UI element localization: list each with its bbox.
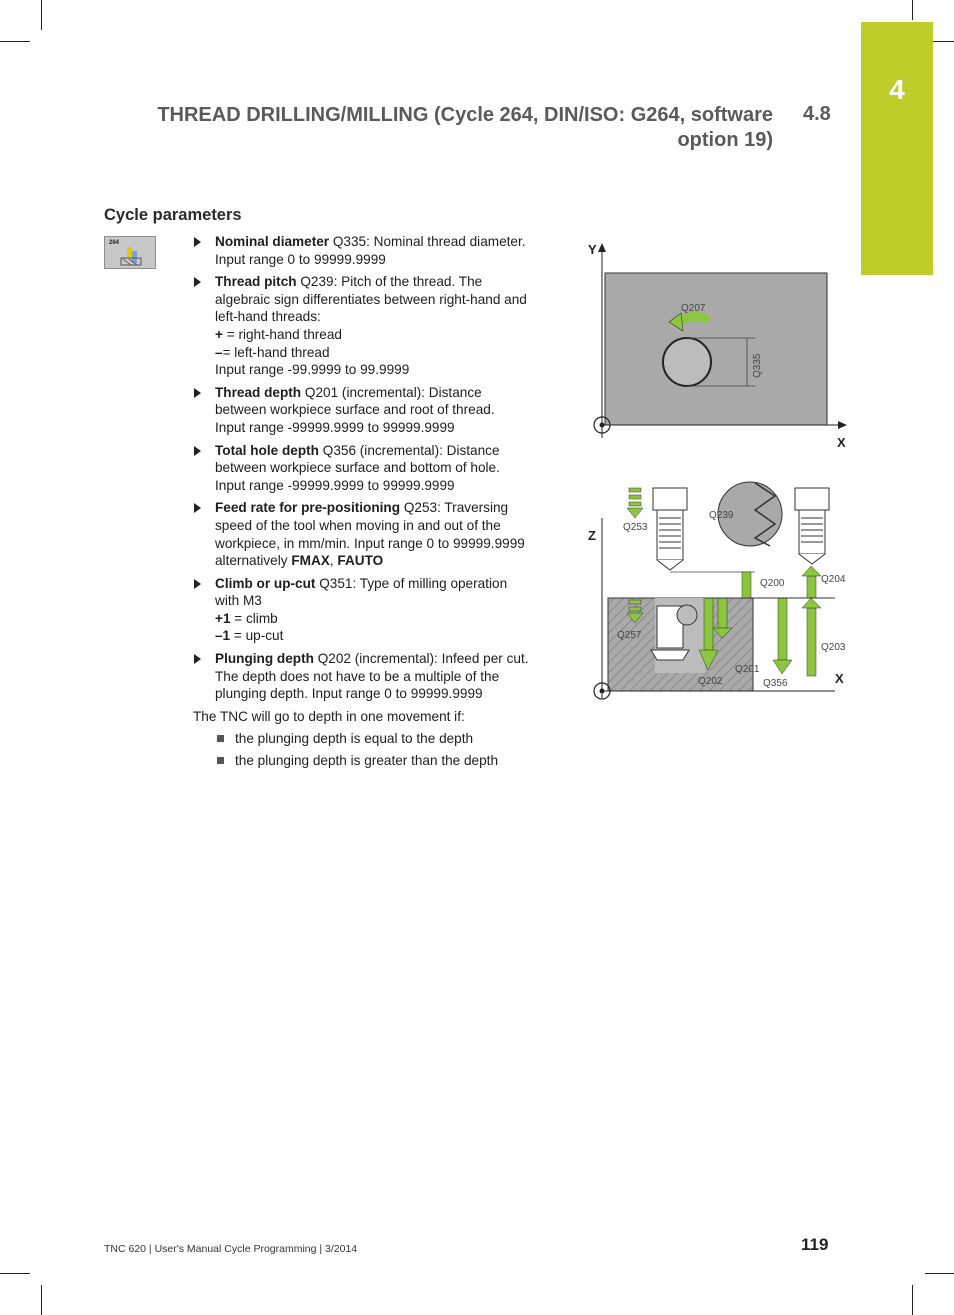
param-name: Thread depth [215, 384, 302, 400]
page-title-line1: THREAD DRILLING/MILLING (Cycle 264, DIN/ISO: G264, software [157, 104, 773, 126]
label-q200: Q200 [760, 578, 785, 589]
param-text: algebraic sign differentiates between right-hand and [215, 291, 527, 307]
param-option [215, 326, 558, 344]
up-arrow-icon [802, 598, 821, 608]
triangle-bullet-icon [194, 654, 201, 664]
xz-plane-figure [585, 478, 855, 713]
label-q207: Q207 [681, 303, 706, 314]
bullet-list [193, 730, 558, 769]
label-q253: Q253 [623, 522, 648, 533]
page-title-line2: option 19) [677, 129, 773, 151]
param-option [215, 627, 558, 645]
up-arrow-icon [802, 566, 821, 576]
tool-tip [657, 560, 683, 570]
option-key: +1 [215, 610, 231, 626]
footer: TNC 620 | User's Manual Cycle Programming | 3/2014 [104, 1243, 358, 1255]
param-text: Input range 0 to 99999.9999 [215, 251, 386, 267]
param-text: plunging depth. Input range 0 to 99999.9999 [215, 686, 483, 702]
feed-arrow-part [629, 607, 641, 611]
label-q202: Q202 [698, 676, 723, 687]
axis-label-x: X [835, 671, 844, 686]
param-text: Q202 (incremental): Infeed per cut. [313, 651, 529, 667]
param-text: Input range -99999.9999 to 99999.9999 [215, 477, 455, 493]
triangle-bullet-icon [194, 277, 201, 287]
tool-in-bore-tip [651, 650, 689, 660]
param-text: Input range -99.9999 to 99.9999 [215, 362, 410, 378]
label-q203: Q203 [821, 642, 846, 653]
bore-detail [677, 605, 697, 625]
page-number: 119 [801, 1235, 829, 1254]
section-number: 4.8 [803, 103, 831, 125]
y-axis-arrow-icon [598, 243, 606, 252]
list-item [215, 752, 558, 770]
second-clearance-arrow [807, 576, 816, 598]
section-heading: Cycle parameters [104, 206, 242, 224]
param-text [215, 552, 558, 570]
feed-arrow-part [629, 600, 641, 604]
crop-mark [912, 0, 913, 20]
param-text: Q356 (incremental): Distance [318, 442, 500, 458]
param-name: Thread pitch [215, 274, 297, 290]
fmax-keyword: FMAX [291, 553, 330, 569]
axis-label-x: X [837, 435, 846, 450]
page-title [113, 103, 773, 153]
label-q201: Q201 [735, 664, 760, 675]
param-name: Climb or up-cut [215, 575, 316, 591]
list-item-text: the plunging depth is greater than the depth [235, 753, 499, 769]
thread-mill-tool [799, 510, 825, 554]
triangle-bullet-icon [194, 579, 201, 589]
param-text: Q335: Nominal thread diameter. [329, 234, 526, 249]
param-nominal-diameter [193, 233, 558, 268]
chapter-tab [861, 22, 933, 275]
param-total-hole-depth [193, 442, 558, 495]
origin-dot [600, 689, 605, 694]
down-arrow-icon [627, 508, 643, 518]
param-name: Plunging depth [215, 651, 314, 667]
separator: , [329, 553, 338, 569]
fauto-keyword: FAUTO [337, 553, 384, 569]
param-text: The depth does not have to be a multiple of the [215, 668, 500, 684]
param-text: between workpiece surface and bottom of hole. [215, 460, 500, 476]
param-name: Nominal diameter [215, 234, 330, 249]
crop-mark [925, 1273, 954, 1274]
tool-tip [799, 554, 825, 564]
feed-arrow-part [629, 495, 641, 499]
bore-hole [663, 338, 711, 386]
option-key: – [215, 344, 223, 360]
option-value: = left-hand thread [222, 344, 330, 360]
list-item [215, 730, 558, 748]
triangle-bullet-icon [194, 388, 201, 398]
tool-holder [653, 488, 687, 510]
label-q204: Q204 [821, 574, 846, 585]
param-option [215, 610, 558, 628]
param-climb-upcut [193, 575, 558, 645]
plunge-arrow [704, 598, 713, 650]
feed-arrow-part [629, 488, 641, 492]
axis-label-z: Z [588, 528, 596, 543]
param-text: Input range -99999.9999 to 99999.9999 [215, 419, 455, 435]
triangle-bullet-icon [194, 503, 201, 513]
crop-mark [41, 0, 42, 30]
alt-text: alternatively [215, 553, 292, 569]
crop-mark [0, 41, 30, 42]
setup-clearance-arrow [742, 572, 751, 598]
param-thread-pitch [193, 273, 558, 379]
param-name: Total hole depth [215, 442, 319, 458]
param-text: Q351: Type of milling operation [315, 575, 508, 591]
parameter-list [193, 233, 558, 774]
chapter-number: 4 [889, 74, 905, 105]
origin-dot [600, 423, 605, 428]
param-text: Q201 (incremental): Distance [301, 384, 482, 400]
param-thread-depth [193, 384, 558, 437]
triangle-bullet-icon [194, 446, 201, 456]
param-text: with M3 [215, 593, 262, 609]
workpiece [605, 273, 827, 425]
list-item-text: the plunging depth is equal to the depth [235, 731, 474, 747]
crop-mark [912, 1285, 913, 1315]
square-bullet-icon [217, 735, 224, 742]
softkey-label: 264 [109, 240, 120, 246]
surface-coordinate-arrow [807, 608, 816, 676]
cycle-264-softkey-icon [104, 236, 156, 269]
x-axis-arrow-icon [838, 421, 847, 429]
axis-label-y: Y [588, 242, 597, 257]
param-option [215, 344, 558, 362]
param-text: speed of the tool when moving in and out of the [215, 517, 501, 533]
option-value: = climb [230, 610, 278, 626]
crop-mark [41, 1285, 42, 1315]
option-key: –1 [215, 628, 231, 644]
label-q239: Q239 [709, 510, 734, 521]
param-feed-rate [193, 499, 558, 569]
thread-tool-icon [105, 237, 155, 268]
param-text: between workpiece surface and root of thread. [215, 402, 495, 418]
option-value: = up-cut [230, 628, 284, 644]
option-key: + [215, 326, 223, 342]
total-depth-arrow [778, 598, 787, 660]
tnc-note: The TNC will go to depth in one movement if: [193, 708, 465, 724]
xy-plane-figure [585, 238, 855, 453]
option-value: = right-hand thread [222, 326, 342, 342]
param-name: Feed rate for pre-positioning [215, 500, 401, 516]
param-plunging-depth [193, 650, 558, 703]
param-text: Q253: Traversing [400, 500, 509, 516]
param-text: Q239: Pitch of the thread. The [296, 274, 483, 290]
label-q356: Q356 [763, 678, 788, 689]
param-text: workpiece, in mm/min. Input range 0 to 99999.9999 [215, 535, 525, 551]
label-q335: Q335 [752, 353, 763, 378]
square-bullet-icon [217, 757, 224, 764]
depth-arrow [718, 598, 727, 628]
param-text: left-hand threads: [215, 309, 321, 325]
feed-arrow-part [629, 502, 641, 506]
crop-mark [0, 1273, 30, 1274]
label-q257: Q257 [617, 630, 642, 641]
tool-holder [795, 488, 829, 510]
triangle-bullet-icon [194, 237, 201, 247]
down-arrow-icon [773, 660, 792, 674]
